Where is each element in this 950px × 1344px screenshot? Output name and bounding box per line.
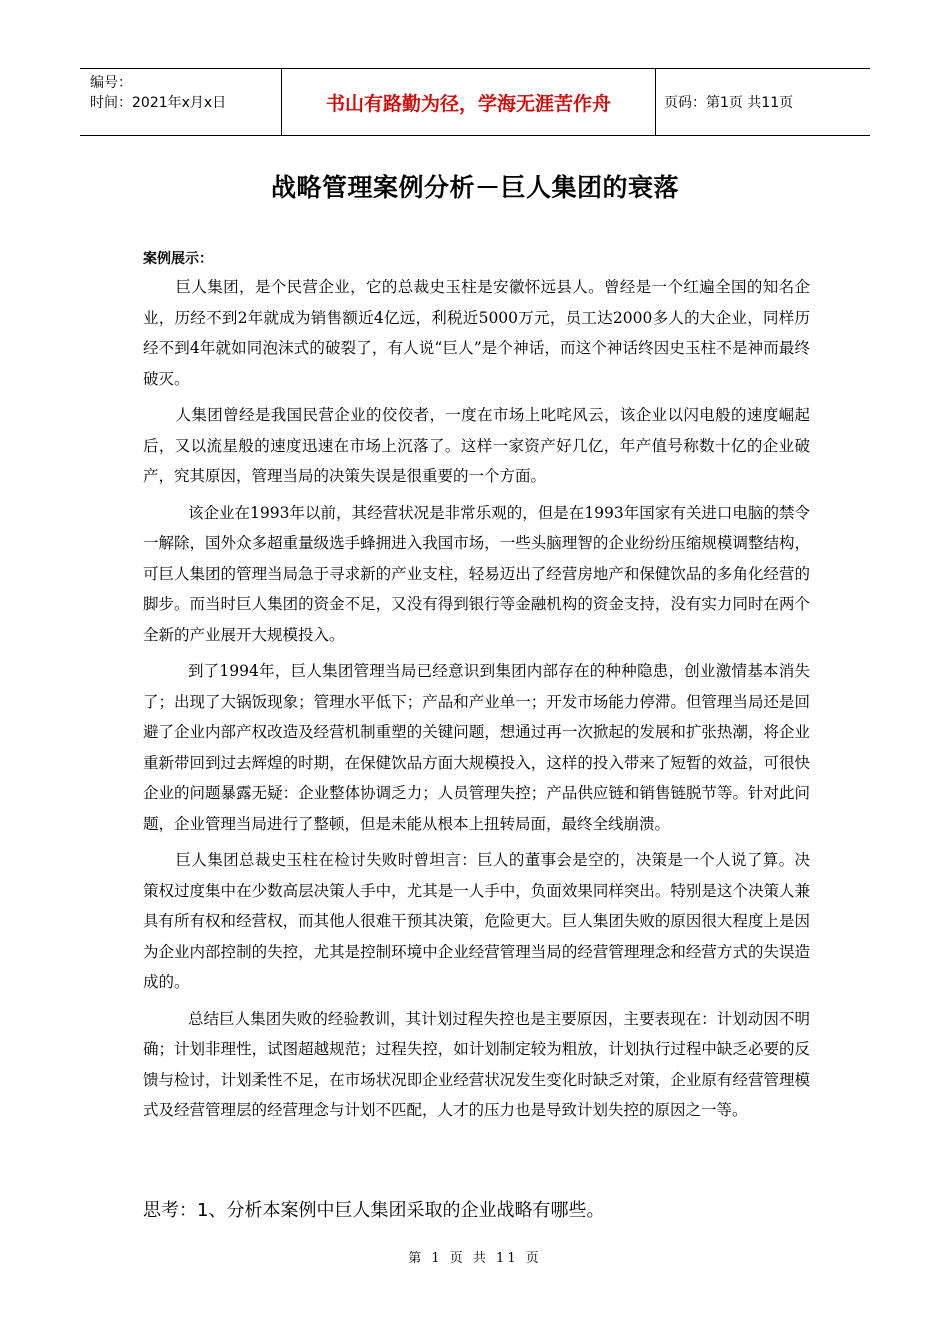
- header-table: [80, 68, 870, 136]
- document-title: 战略管理案例分析－巨人集团的衰落: [270, 173, 679, 202]
- motto-text: 书山有路勤为径，学海无涯苦作舟: [325, 92, 611, 115]
- paragraph-3: 该企业在1993年以前，其经营状况是非常乐观的，但是在1993年国家有关进口电脑的禁令一解除，国外众多超重量级选手蜂拥进入我国市场，一些头脑理智的企业纷纷压缩规模调整结构，可巨人集团的管理当局急于寻求新的产业支柱，轻易迈出了经营房地产和保健饮品的多角化经营的脚步。而当时巨人集团的资金不足，又没有得到银行等金融机构的资金支持，没有实力同时在两个全新的产业展开大规模投入。: [143, 503, 810, 644]
- section-label: 案例展示：: [143, 251, 213, 267]
- date-label: 时间：2021年x月x日: [90, 95, 227, 111]
- page-footer: 第 1 页 共 11 页: [408, 1251, 542, 1266]
- number-label: 编号：: [90, 75, 132, 91]
- page-info-cell: [656, 69, 870, 135]
- header-info-cell: [80, 69, 282, 135]
- paragraph-1: 巨人集团，是个民营企业，它的总裁史玉柱是安徽怀远县人。曾经是一个红遍全国的知名企业，历经不到2年就成为销售额近4亿远，利税近5000万元，员工达2000多人的大企业，同样历经不到4年就如同泡沫式的破裂了，有人说“巨人”是个神话，而这个神话终因史玉柱不是神而最终破灭。: [143, 278, 810, 388]
- paragraph-4: 到了1994年，巨人集团管理当局已经意识到集团内部存在的种种隐患，创业激情基本消失了；出现了大锅饭现象；管理水平低下；产品和产业单一；开发市场能力停滞。但管理当局还是回避了企业内部产权改造及经营机制重塑的关键问题，想通过再一次掀起的发展和扩张热潮，将企业重新带回到过去辉煌的时期，在保健饮品方面大规模投入，这样的投入带来了短暂的效益，可很快企业的问题暴露无疑：企业整体协调乏力；人员管理失控；产品供应链和销售链脱节等。针对此问题，企业管理当局进行了整顿，但是未能从根本上扭转局面，最终全线崩溃。: [143, 662, 810, 833]
- question-text: 思考：1、分析本案例中巨人集团采取的企业战略有哪些。: [143, 1200, 605, 1221]
- page-info-text: 页码：第1页 共11页: [664, 95, 794, 111]
- paragraph-6: 总结巨人集团失败的经验教训，其计划过程失控也是主要原因，主要表现在：计划动因不明确；计划非理性，试图超越规范；过程失控，如计划制定较为粗放，计划执行过程中缺乏必要的反馈与检讨，计划柔性不足，在市场状况即企业经营状况发生变化时缺乏对策，企业原有经营管理模式及经营管理层的经营理念与计划不匹配，人才的压力也是导致计划失控的原因之一等。: [143, 1009, 810, 1119]
- document-body: [143, 246, 810, 1132]
- paragraph-2: 人集团曾经是我国民营企业的佼佼者，一度在市场上叱咤风云，该企业以闪电般的速度崛起后，又以流星般的速度迅速在市场上沉落了。这样一家资产好几亿，年产值号称数十亿的企业破产，究其原因，管理当局的决策失误是很重要的一个方面。: [143, 406, 810, 485]
- motto-cell: [282, 69, 656, 135]
- paragraph-5: 巨人集团总裁史玉柱在检讨失败时曾坦言：巨人的董事会是空的，决策是一个人说了算。决策权过度集中在少数高层决策人手中，尤其是一人手中，负面效果同样突出。特别是这个决策人兼具有所有权和经营权，而其他人很难干预其决策，危险更大。巨人集团失败的原因很大程度上是因为企业内部控制的失控，尤其是控制环境中企业经营管理当局的经营管理理念和经营方式的失误造成的。: [143, 851, 810, 991]
